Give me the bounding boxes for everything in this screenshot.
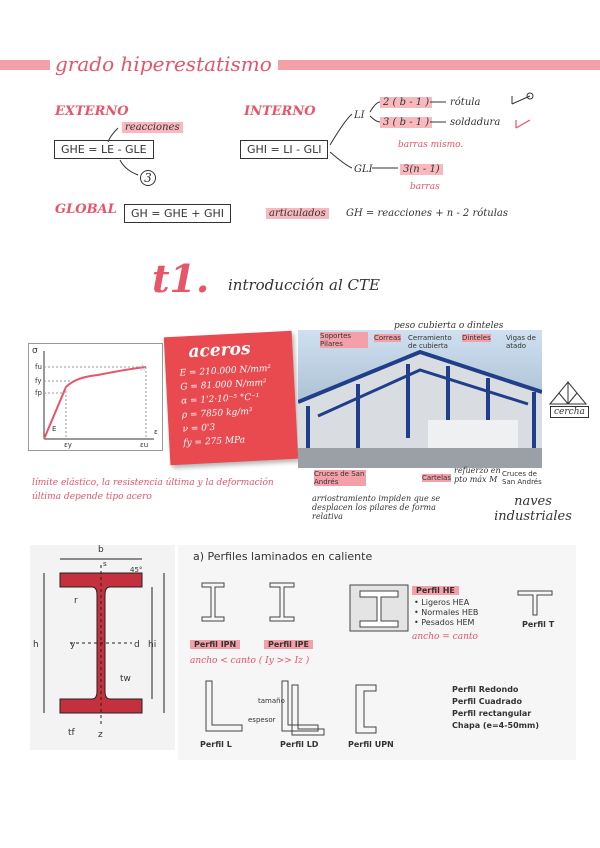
perfil-he-items <box>414 598 478 628</box>
global-label: GLOBAL <box>55 202 117 217</box>
ipe-dim-hi: hi <box>148 640 157 650</box>
ipe-dim-z: z <box>98 730 103 740</box>
nave-cruces-left-label: Cruces de San Andrés <box>314 470 365 486</box>
gli-label: GLI <box>354 164 373 175</box>
arriostramiento-label: arriostramiento impiden que se desplacen los pilares de forma relativa <box>312 494 441 521</box>
otro-perfil-item: Perfil Cuadrado <box>452 697 522 706</box>
aceros-poster <box>164 331 299 466</box>
ipe-dim-s: s <box>103 560 107 568</box>
li-soldadura-label: soldadura <box>450 117 501 128</box>
aceros-line: fy = 275 MPa <box>183 435 246 449</box>
reacciones-label: reacciones <box>122 122 183 133</box>
page-title: grado hiperestatismo <box>55 52 272 76</box>
articulados-label: articulados <box>266 208 329 219</box>
ipe-dim-r: r <box>74 596 78 606</box>
nave-cruces-right-label: Cruces de San Andrés <box>502 470 542 486</box>
graph-eu: εu <box>140 441 149 449</box>
ancho-igual-canto: ancho = canto <box>412 632 478 642</box>
perfil-he-label: Perfil HE <box>412 586 459 595</box>
perfil-t-label: Perfil T <box>522 620 555 629</box>
articulados-formula: GH = reacciones + n - 2 rótulas <box>346 208 509 219</box>
otro-perfil-item: Perfil Redondo <box>452 685 519 694</box>
ghe-value: 3 <box>140 170 156 186</box>
graph-e: E <box>52 425 57 433</box>
perfiles-heading: a) Perfiles laminados en caliente <box>193 550 373 563</box>
graph-fu: fu <box>35 363 42 371</box>
interno-label: INTERNO <box>244 104 316 119</box>
barras-mismo-label: barras mismo. <box>398 140 464 150</box>
nave-photo <box>298 330 542 468</box>
externo-label: EXTERNO <box>55 104 129 119</box>
aceros-title: aceros <box>188 338 252 363</box>
perfil-ipe-label: Perfil IPE <box>264 640 313 649</box>
section-title: introducción al CTE <box>228 276 380 294</box>
nave-structure <box>298 330 542 468</box>
aceros-lines <box>179 361 297 451</box>
espesor-label: espesor <box>248 716 276 724</box>
cercha-icon <box>548 378 588 406</box>
graph-fp: fp <box>35 389 42 397</box>
gh-formula: GH = GHE + GHI <box>124 204 231 223</box>
gli-barras-label: barras <box>410 182 440 192</box>
ghe-formula: GHE = LE - GLE <box>54 140 154 159</box>
graph-ey: εy <box>64 441 72 449</box>
otros-perfiles-list <box>452 684 539 732</box>
ipe-dim-b: b <box>98 545 104 555</box>
ipe-dim-tf: tf <box>68 728 75 738</box>
ghi-formula: GHI = LI - GLI <box>240 140 328 159</box>
li-rotula-label: rótula <box>450 97 481 108</box>
nave-refuerzo-label: refuerzo en pto máx M <box>454 466 501 484</box>
ipe-dim-d: d <box>134 640 140 650</box>
aceros-line: E = 210.000 N/mm² <box>179 363 272 379</box>
ipe-dim-45: 45° <box>130 566 143 574</box>
ipe-dim-h: h <box>33 640 39 650</box>
aceros-line: G = 81.000 N/mm² <box>180 378 267 393</box>
gli-formula: 3(n - 1) <box>400 164 443 175</box>
nave-dinteles-label: Dinteles <box>462 334 491 342</box>
aceros-line: α = 1'2·10⁻⁵ °C⁻¹ <box>180 392 260 407</box>
tamano-label: tamaño <box>258 697 285 705</box>
graph-sigma: σ <box>32 346 38 356</box>
nave-soportes-label: Soportes Pilares <box>320 332 368 348</box>
section-number: t1. <box>152 256 210 301</box>
stress-strain-graph <box>28 343 163 451</box>
svg-text:☆: ☆ <box>138 363 147 374</box>
naves-industriales-label: naves industriales <box>494 494 572 524</box>
cercha-label: cercha <box>550 406 589 418</box>
li-soldadura-formula: 3 ( b - 1 ) <box>380 117 432 128</box>
li-rotula-formula: 2 ( b - 1 ) <box>380 97 432 108</box>
perfil-he-item: • Normales HEB <box>414 608 479 617</box>
graph-eps: ε <box>154 428 158 436</box>
perfil-ld-label: Perfil LD <box>280 740 319 749</box>
aceros-line: ρ = 7850 kg/m³ <box>181 406 253 421</box>
graph-fy: fy <box>35 377 42 385</box>
ipe-dim-y: y <box>70 640 76 650</box>
otro-perfil-item: Perfil rectangular <box>452 709 532 718</box>
nave-cerramiento-label: Cerramiento de cubierta <box>408 334 452 350</box>
nave-vigas-label: Vigas de atado <box>506 334 536 350</box>
perfil-he-item: • Pesados HEM <box>414 618 475 627</box>
nave-correas-label: Correas <box>374 334 401 342</box>
perfil-l-label: Perfil L <box>200 740 232 749</box>
nave-cartelas-label: Cartelas <box>422 474 451 482</box>
limite-note: límite elástico, la resistencia última y la deformación última depende tipo acero <box>32 478 274 502</box>
ancho-menor-canto: ancho < canto ( Iy >> Iz ) <box>190 656 310 666</box>
aceros-line: ν = 0'3 <box>182 422 216 435</box>
perfil-he-item: • Ligeros HEA <box>414 598 470 607</box>
nave-peso-label: peso cubierta o dinteles <box>394 321 504 331</box>
perfil-upn-label: Perfil UPN <box>348 740 394 749</box>
li-label: LI <box>354 110 365 121</box>
otro-perfil-item: Chapa (e=4-50mm) <box>452 721 540 730</box>
perfil-ipn-label: Perfil IPN <box>190 640 240 649</box>
ipe-dim-tw: tw <box>120 674 131 684</box>
